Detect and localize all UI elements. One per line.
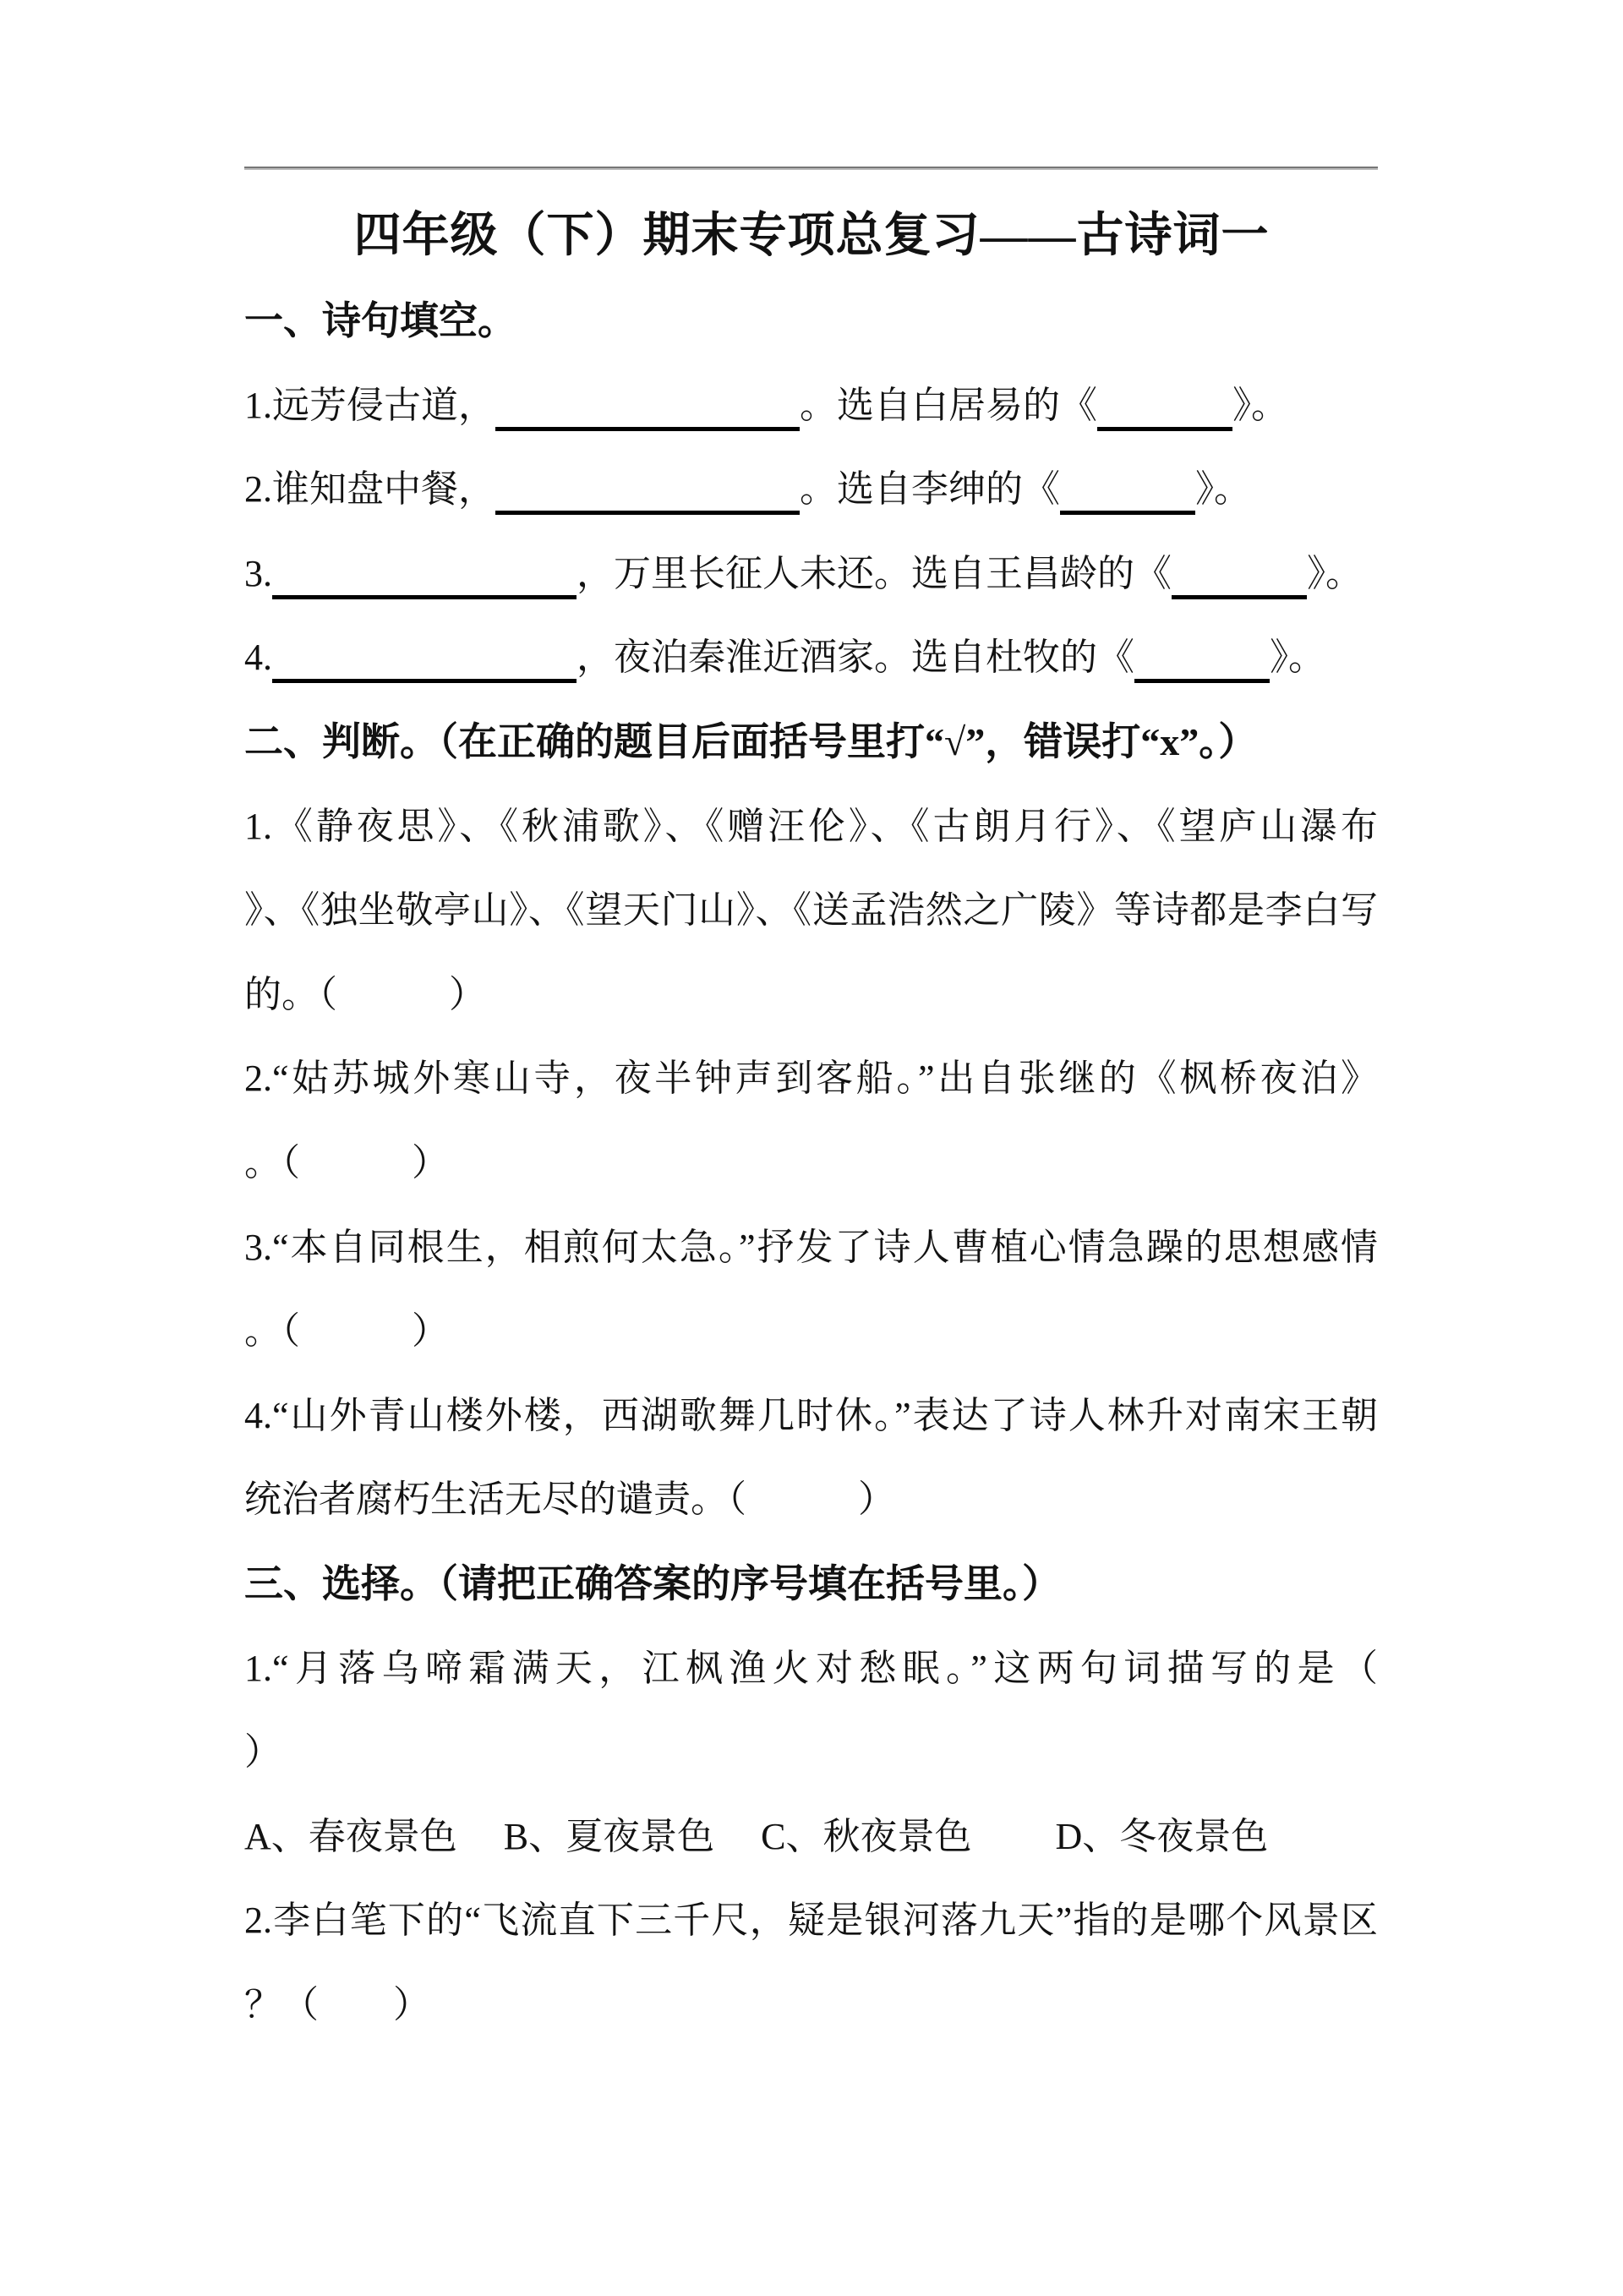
document-line bbox=[244, 784, 1378, 869]
text-run: 二、判断。（在正确的题目后面括号里打“√”，错误打“x”。） bbox=[244, 719, 1258, 763]
text-run: ，万里长征人未还。选自王昌龄的《 bbox=[577, 552, 1172, 594]
text-run: 》。 bbox=[1232, 384, 1288, 426]
text-run: 统治者腐朽生活无尽的谴责。（ ） bbox=[244, 1479, 895, 1521]
document-line bbox=[244, 1036, 1378, 1121]
fill-in-blank bbox=[1134, 670, 1270, 683]
text-run: 4.“山外青山楼外楼，西湖歌舞几时休。”表达了诗人林升对南宋王朝 bbox=[244, 1394, 1378, 1436]
document-line bbox=[244, 953, 1378, 1037]
divider-line bbox=[244, 167, 1378, 170]
text-run: ？（ ） bbox=[244, 1983, 430, 2025]
document-line bbox=[244, 1121, 1378, 1205]
fill-in-blank bbox=[1097, 418, 1232, 431]
document-body bbox=[244, 279, 1378, 2047]
text-run: 1.“月落乌啼霜满天，江枫渔火对愁眠。”这两句词描写的是（ bbox=[244, 1647, 1378, 1689]
text-run: ） bbox=[244, 1731, 281, 1774]
section-heading bbox=[244, 700, 1378, 784]
text-run: 4. bbox=[244, 637, 272, 679]
text-run: 2.李白笔下的“飞流直下三千尺，疑是银河落九天”指的是哪个风景区 bbox=[244, 1900, 1378, 1942]
document-line bbox=[244, 1963, 1378, 2047]
text-run: 的。（ ） bbox=[244, 973, 486, 1015]
document-line bbox=[244, 532, 1378, 616]
document-line bbox=[244, 1710, 1378, 1795]
fill-in-blank bbox=[272, 670, 577, 683]
fill-in-blank bbox=[1172, 587, 1307, 599]
text-run: 》。 bbox=[1307, 552, 1363, 594]
text-run: 一、诗句填空。 bbox=[244, 299, 516, 342]
text-run: 。选自李绅的《 bbox=[800, 468, 1060, 511]
fill-in-blank bbox=[1060, 502, 1195, 515]
document-line bbox=[244, 447, 1378, 532]
document-line bbox=[244, 364, 1378, 448]
fill-in-blank bbox=[495, 418, 800, 431]
text-run: 。（ ） bbox=[244, 1310, 449, 1353]
fill-in-blank bbox=[272, 587, 577, 599]
text-run: 3.“本自同根生，相煎何太急。”抒发了诗人曹植心情急躁的思想感情 bbox=[244, 1226, 1378, 1268]
text-run: 3. bbox=[244, 552, 272, 594]
document-line bbox=[244, 868, 1378, 953]
document-line bbox=[244, 615, 1378, 700]
section-heading bbox=[244, 279, 1378, 364]
document-line bbox=[244, 1374, 1378, 1458]
section-heading bbox=[244, 1542, 1378, 1626]
text-run: 。（ ） bbox=[244, 1141, 449, 1184]
text-run: A、春夜景色 B、夏夜景色 C、秋夜景色 D、冬夜景色 bbox=[244, 1815, 1269, 1857]
text-run: ，夜泊秦淮近酒家。选自杜牧的《 bbox=[577, 637, 1134, 679]
document-line bbox=[244, 1205, 1378, 1290]
fill-in-blank bbox=[495, 502, 800, 515]
page-title: 四年级（下）期末专项总复习——古诗词一 bbox=[353, 210, 1270, 262]
text-run: 》。 bbox=[1195, 468, 1251, 511]
text-run: 2.谁知盘中餐， bbox=[244, 468, 495, 511]
text-run: 》、《独坐敬亭山》、《望天门山》、《送孟浩然之广陵》等诗都是李白写 bbox=[244, 889, 1378, 932]
text-run: 》。 bbox=[1270, 637, 1325, 679]
text-run: 1.《静夜思》、《秋浦歌》、《赠汪伦》、《古朗月行》、《望庐山瀑布 bbox=[244, 805, 1378, 847]
document-line bbox=[244, 1457, 1378, 1542]
text-run: 2.“姑苏城外寒山寺，夜半钟声到客船。”出自张继的《枫桥夜泊》 bbox=[244, 1058, 1378, 1100]
document-line bbox=[244, 1795, 1378, 1879]
document-line bbox=[244, 1878, 1378, 1963]
text-run: 三、选择。（请把正确答案的序号填在括号里。） bbox=[244, 1561, 1061, 1605]
text-run: 1.远芳侵古道， bbox=[244, 384, 495, 426]
document-line bbox=[244, 1626, 1378, 1711]
document-line bbox=[244, 1289, 1378, 1374]
text-run: 。选自白居易的《 bbox=[800, 384, 1097, 426]
